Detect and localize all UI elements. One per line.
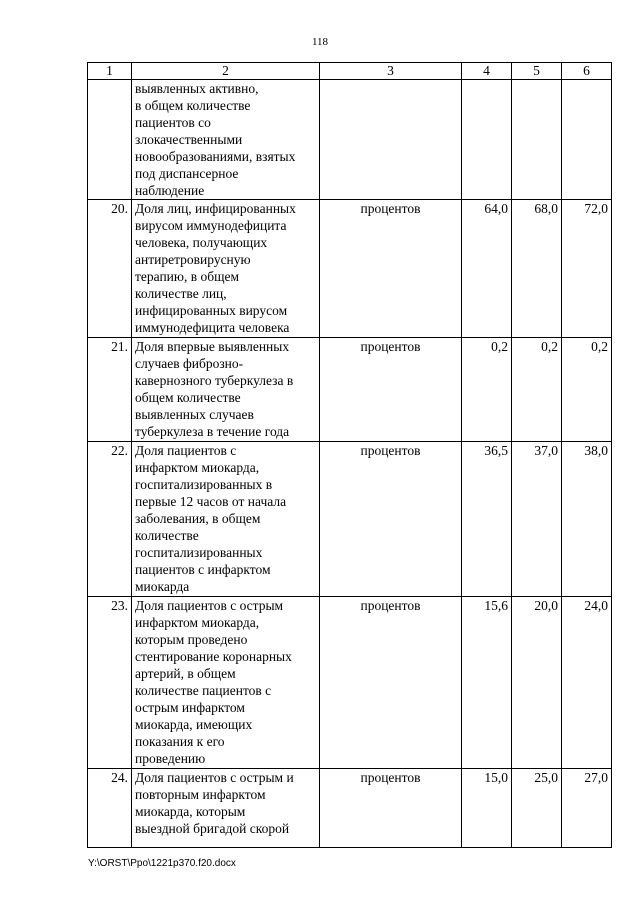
table-row <box>88 597 612 769</box>
table-row <box>88 338 612 442</box>
row-number: 24. <box>88 769 132 848</box>
table-row <box>88 769 612 848</box>
indicator-name: Доля пациентов с острым инфарктом миокарда, которым проведено стентирование коронарных артерий, в общем количестве пациентов с острым инфарктом миокарда, имеющих показания к его проведению <box>132 597 320 769</box>
value-col-5 <box>512 80 562 200</box>
value-col-6: 27,0 <box>562 769 612 848</box>
page-number: 118 <box>311 36 329 48</box>
value-col-4: 15,6 <box>462 597 512 769</box>
header-col-6: 6 <box>562 63 612 80</box>
indicator-name: выявленных активно, в общем количестве пациентов со злокачественными новообразованиями, взятых под диспансерное наблюдение <box>132 80 320 200</box>
value-col-6: 0,2 <box>562 338 612 442</box>
value-col-5: 37,0 <box>512 442 562 597</box>
row-number <box>88 80 132 200</box>
header-col-3: 3 <box>320 63 462 80</box>
indicator-name: Доля пациентов с инфарктом миокарда, госпитализированных в первые 12 часов от начала заболевания, в общем количестве госпитализированных пациентов с инфарктом миокарда <box>132 442 320 597</box>
value-col-4: 36,5 <box>462 442 512 597</box>
value-col-4 <box>462 80 512 200</box>
indicator-name: Доля пациентов с острым и повторным инфарктом миокарда, которым выездной бригадой скорой <box>132 769 320 848</box>
indicator-name: Доля впервые выявленных случаев фиброзно- кавернозного туберкулеза в общем количестве выявленных случаев туберкулеза в течение года <box>132 338 320 442</box>
value-col-4: 15,0 <box>462 769 512 848</box>
value-col-5: 0,2 <box>512 338 562 442</box>
table-row <box>88 200 612 338</box>
value-col-6: 24,0 <box>562 597 612 769</box>
unit-cell: процентов <box>320 597 462 769</box>
header-col-5: 5 <box>512 63 562 80</box>
row-number: 21. <box>88 338 132 442</box>
header-col-4: 4 <box>462 63 512 80</box>
value-col-6 <box>562 80 612 200</box>
unit-cell: процентов <box>320 338 462 442</box>
row-number: 23. <box>88 597 132 769</box>
value-col-5: 25,0 <box>512 769 562 848</box>
table-row <box>88 442 612 597</box>
header-col-1: 1 <box>88 63 132 80</box>
value-col-4: 64,0 <box>462 200 512 338</box>
unit-cell: процентов <box>320 200 462 338</box>
row-number: 22. <box>88 442 132 597</box>
unit-cell: процентов <box>320 769 462 848</box>
table-row <box>88 80 612 200</box>
unit-cell <box>320 80 462 200</box>
value-col-6: 72,0 <box>562 200 612 338</box>
value-col-6: 38,0 <box>562 442 612 597</box>
value-col-5: 68,0 <box>512 200 562 338</box>
indicator-name: Доля лиц, инфицированных вирусом иммунодефицита человека, получающих антиретровирусную терапию, в общем количестве лиц, инфицированных вирусом иммунодефицита человека <box>132 200 320 338</box>
value-col-4: 0,2 <box>462 338 512 442</box>
file-path-footer: Y:\ORST\Ppo\1221p370.f20.docx <box>88 858 236 869</box>
row-number: 20. <box>88 200 132 338</box>
value-col-5: 20,0 <box>512 597 562 769</box>
header-col-2: 2 <box>132 63 320 80</box>
header-row <box>88 63 612 80</box>
unit-cell: процентов <box>320 442 462 597</box>
indicators-table <box>87 62 612 848</box>
